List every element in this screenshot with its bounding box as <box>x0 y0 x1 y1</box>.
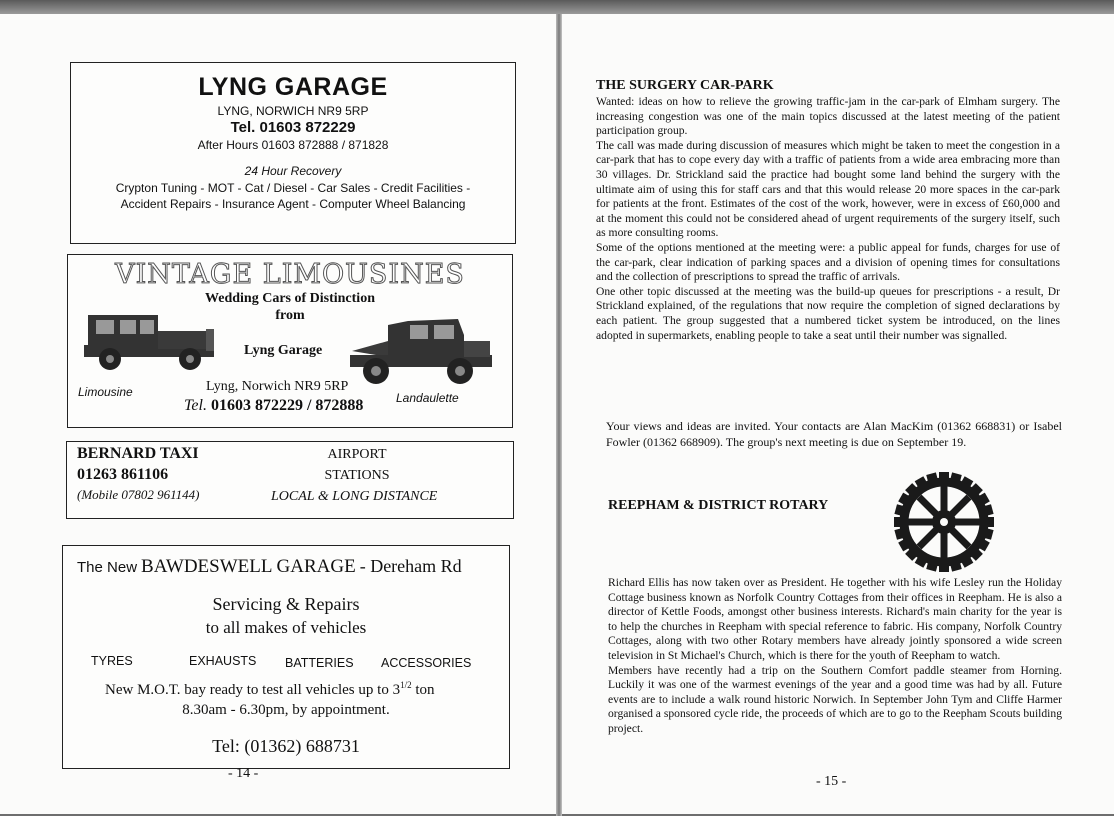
lyng-garage-services-1: Crypton Tuning - MOT - Cat / Diesel - Car Sales - Credit Facilities - <box>115 181 471 195</box>
bawdeswell-garage-ad <box>62 545 510 769</box>
vintage-limousines-title: VINTAGE LIMOUSINES <box>115 259 465 290</box>
bawdeswell-makes: to all makes of vehicles <box>205 618 367 637</box>
surgery-paragraph-2: The call was made during discussion of measures which might be taken to meet the congestion in a car-park that has to cope every day with a traffic of patients from a wide area embracing more than 30 villages. Dr. Strickland said the practice had bought some land behind the surgery with the ultimate aim of using this for staff cars and that this would release 20 more spaces in the car-park for patients at the front. Estimates of the cost of the work, however, were in excess of £60,000 and at the moment this could not be considered ahead of urgent requirements of the surgery itself, such as more consulting rooms. <box>596 138 1060 240</box>
bawdeswell-mot <box>105 680 435 699</box>
landaulette-car-illustration <box>348 311 494 391</box>
rotary-wheel-icon <box>892 470 996 574</box>
vintage-tel <box>184 397 363 415</box>
bawdeswell-mot-sup: 1/2 <box>400 680 412 690</box>
page-number-left: - 14 - <box>228 766 259 781</box>
scan-top-edge <box>0 0 1114 14</box>
rotary-article <box>608 576 1062 737</box>
bawdeswell-servicing: Servicing & Repairs <box>212 594 360 614</box>
bawdeswell-item-accessories: ACCESSORIES <box>381 656 472 670</box>
vintage-tel-label: Tel. <box>184 397 207 414</box>
surgery-paragraph-4: One other topic discussed at the meeting was the build-up queues for prescriptions - a result, Dr Strickland explained, of the regulations that now require the completion of signed declarations by each patient. The group suggested that a numbered ticket system be introduced, on the lines adopted in supermarkets, enabling people to take a seat until their number was signalled. <box>596 284 1060 342</box>
taxi-phone: 01263 861106 <box>77 466 169 483</box>
lyng-garage-tel: Tel. 01603 872229 <box>230 119 356 136</box>
limousine-car-illustration <box>80 307 218 377</box>
lyng-garage-after-hours: After Hours 01603 872888 / 871828 <box>197 138 389 152</box>
bernard-taxi-ad <box>66 441 514 519</box>
vintage-tagline-1: Wedding Cars of Distinction <box>205 291 375 306</box>
rotary-paragraph-1: Richard Ellis has now taken over as President. He together with his wife Lesley run the Holiday Cottage business known as Norfolk Country Cottages from their offices in Reepham. He is also a director of Kettle Foods, amongst other business interests. Richard's main charity for the year is to help the churches in Reepham with special reference to fabric. His company, Norfolk Country Cottages, along with two other Rotary members have already jointly sponsored a wide screen television in St Michael's Church, which is there for the youth of Reepham to watch. <box>608 576 1062 662</box>
page-number-right: - 15 - <box>816 774 847 789</box>
lyng-garage-ad <box>70 62 516 244</box>
taxi-mobile: (Mobile 07802 961144) <box>77 487 200 502</box>
vintage-limousines-ad <box>67 254 513 428</box>
taxi-stations: STATIONS <box>324 468 390 483</box>
vintage-tel-number: 01603 872229 / 872888 <box>210 397 364 414</box>
bawdeswell-tel: Tel: (01362) 688731 <box>212 736 360 756</box>
taxi-name: BERNARD TAXI <box>77 445 199 462</box>
bawdeswell-mot-end: ton <box>415 682 435 698</box>
right-page <box>562 14 1114 814</box>
vintage-address: Lyng, Norwich NR9 5RP <box>206 379 349 394</box>
bawdeswell-headline <box>77 556 462 578</box>
bawdeswell-suffix: - Dereham Rd <box>359 556 462 576</box>
bawdeswell-prefix: The New <box>77 559 138 576</box>
vintage-label-limousine: Limousine <box>78 385 133 399</box>
surgery-paragraph-3: Some of the options mentioned at the meeting were: a public appeal for funds, charges for use of the car-park, clear indication of parking spaces and a division of opening times for consultations and the collection of prescriptions to spread the traffic of arrivals. <box>596 240 1060 284</box>
bawdeswell-name: BAWDESWELL GARAGE <box>141 556 356 577</box>
vintage-tagline-2: from <box>275 308 305 323</box>
surgery-paragraph-1: Wanted: ideas on how to relieve the growing traffic-jam in the car-park of Elmham surgery. The increasing congestion was one of the main topics discussed at the latest meeting of the patient participation group. <box>596 95 1060 138</box>
vintage-label-landaulette: Landaulette <box>396 391 459 405</box>
left-page <box>0 14 556 814</box>
lyng-garage-recovery: 24 Hour Recovery <box>244 164 342 178</box>
lyng-garage-services-2: Accident Repairs - Insurance Agent - Computer Wheel Balancing <box>120 197 466 211</box>
lyng-garage-address: LYNG, NORWICH NR9 5RP <box>217 104 369 118</box>
surgery-article <box>596 95 1060 343</box>
surgery-heading: THE SURGERY CAR-PARK <box>596 78 774 93</box>
bawdeswell-mot-text: New M.O.T. bay ready to test all vehicles up to 3 <box>105 682 401 698</box>
bawdeswell-item-exhausts: EXHAUSTS <box>189 654 257 668</box>
taxi-airport: AIRPORT <box>327 447 387 462</box>
vintage-garage: Lyng Garage <box>244 343 323 358</box>
rotary-paragraph-2: Members have recently had a trip on the Southern Comfort paddle steamer from Horning. Luckily it was one of the warmest evenings of the year and a good time was had by all. Future events are to include a walk round historic Norwich. In September John Tym and Cliffe Harmer organised a sponsored cycle ride, the proceeds of which are to go to the Reepham Scouts building project. <box>608 663 1062 735</box>
bawdeswell-hours: 8.30am - 6.30pm, by appointment. <box>182 702 390 718</box>
taxi-distance: LOCAL & LONG DISTANCE <box>271 489 438 504</box>
rotary-heading: REEPHAM & DISTRICT ROTARY <box>608 498 829 513</box>
surgery-contacts: Your views and ideas are invited. Your contacts are Alan MacKim (01362 668831) or Isabel Fowler (01362 668909). The group's next meeting is due on September 19. <box>606 419 1062 449</box>
lyng-garage-title: LYNG GARAGE <box>198 73 388 101</box>
bawdeswell-item-batteries: BATTERIES <box>285 656 354 670</box>
bawdeswell-item-tyres: TYRES <box>91 654 133 668</box>
